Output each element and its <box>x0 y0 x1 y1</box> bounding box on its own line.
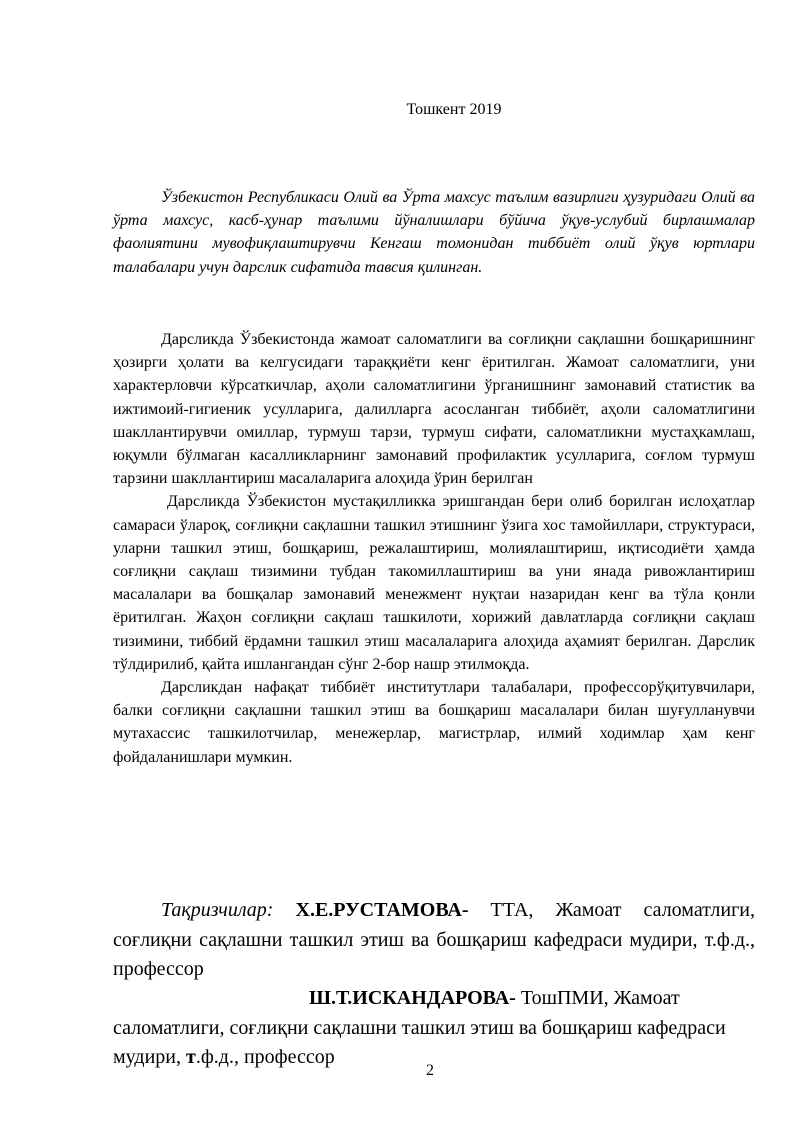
reviewer-2-name: Ш.Т.ИСКАНДАРОВА- <box>309 987 516 1009</box>
reviewer-2-degree-initial: т <box>185 1046 196 1068</box>
book-summary <box>113 328 755 769</box>
approval-paragraph: Ўзбекистон Республикаси Олий ва Ўрта махсус таълим вазирлиги ҳузуридаги Олий ва ўрта махсус, касб-ҳунар таълими йўналишлари бўйича ўқув-услубий бирлашмалар фаолиятини мувофиқлаштирувчи Кенгаш томонидан тиббиёт олий ўқув юртлари талабалари учун дарслик сифатида тавсия қилинган. <box>113 189 755 276</box>
approval-statement <box>113 186 755 279</box>
summary-paragraph-3: Дарсликдан нафақат тиббиёт институтлари талабалари, профессорўқитувчилари, балки соғлиқни сақлашни ташкил этиш ва бошқариш масалалари билан шуғулланувчи мутахассис ташкилотчилар, менежерлар, магистрлар, илмий ходимлар ҳам кенг фойдаланишлари мумкин. <box>113 679 755 766</box>
reviewer-1-details: ТТА, Жамоат саломатлиги, соғлиқни сақлашни ташкил этиш ва бошқариш кафедраси мудири, т.ф.д., профессор <box>113 899 756 980</box>
summary-paragraph-1: Дарсликда Ўзбекистонда жамоат саломатлиги ва соғлиқни сақлашни бошқаришнинг ҳозирги ҳолати ва келгусидаги тараққиёти кенг ёритилган. Жамоат саломатлиги, уни характерловчи кўрсаткичлар, аҳоли саломатлигини ўрганишнинг замонавий статистик ва ижтимоий-гигиеник усулларига, далилларга асосланган тиббиёт, аҳоли саломатлигини шакллантирувчи омиллар, турмуш тарзи, турмуш сифати, саломатликни мустаҳкамлаш, юқумли бўлмаган касалликларнинг замонавий профилактик усулларига, соғлом турмуш тарзини шакллантириш масалаларига алоҳида ўрин берилган <box>113 331 755 488</box>
page-number: 2 <box>426 1062 434 1079</box>
reviewer-2-degree-rest: .ф.д., профессор <box>195 1046 335 1068</box>
summary-paragraph-2: Дарсликда Ўзбекистон мустақилликка эришгандан бери олиб борилган ислоҳатлар самараси ўлароқ, соғлиқни сақлашни ташкил этишнинг ўзига хос тамойиллари, структураси, уларни ташкил этиш, бошқариш, режалаштириш, молиялаштириш, иқтисодиёти ҳамда соғлиқни сақлаш тизимини тубдан такомиллаштириш ва уни янада ривожлантириш масалалари ва бошқалар замонавий менежмент нуқтаи назаридан кенг ва тўла қонли ёритилган. Жаҳон соғлиқни сақлаш ташкилоти, хорижий давлатларда соғлиқни сақлаш тизимини, тиббий ёрдамни ташкил этиш масалаларига алоҳида аҳамият берилган. Дарслик тўлдирилиб, қайта ишлангандан сўнг 2-бор нашр этилмоқда. <box>113 493 755 673</box>
city-year-header: Тошкент 2019 <box>406 101 502 118</box>
reviewer-2-details: ТошПМИ, Жамоат саломатлиги, соғлиқни сақлашни ташкил этиш ва бошқариш кафедраси мудири, <box>113 987 726 1068</box>
reviewer-1-entry <box>113 896 755 985</box>
reviewers-label: Тақризчилар: <box>161 899 274 921</box>
reviewer-1-name: Х.Е.РУСТАМОВА- <box>295 899 469 921</box>
reviewer-2-entry <box>113 984 755 1073</box>
